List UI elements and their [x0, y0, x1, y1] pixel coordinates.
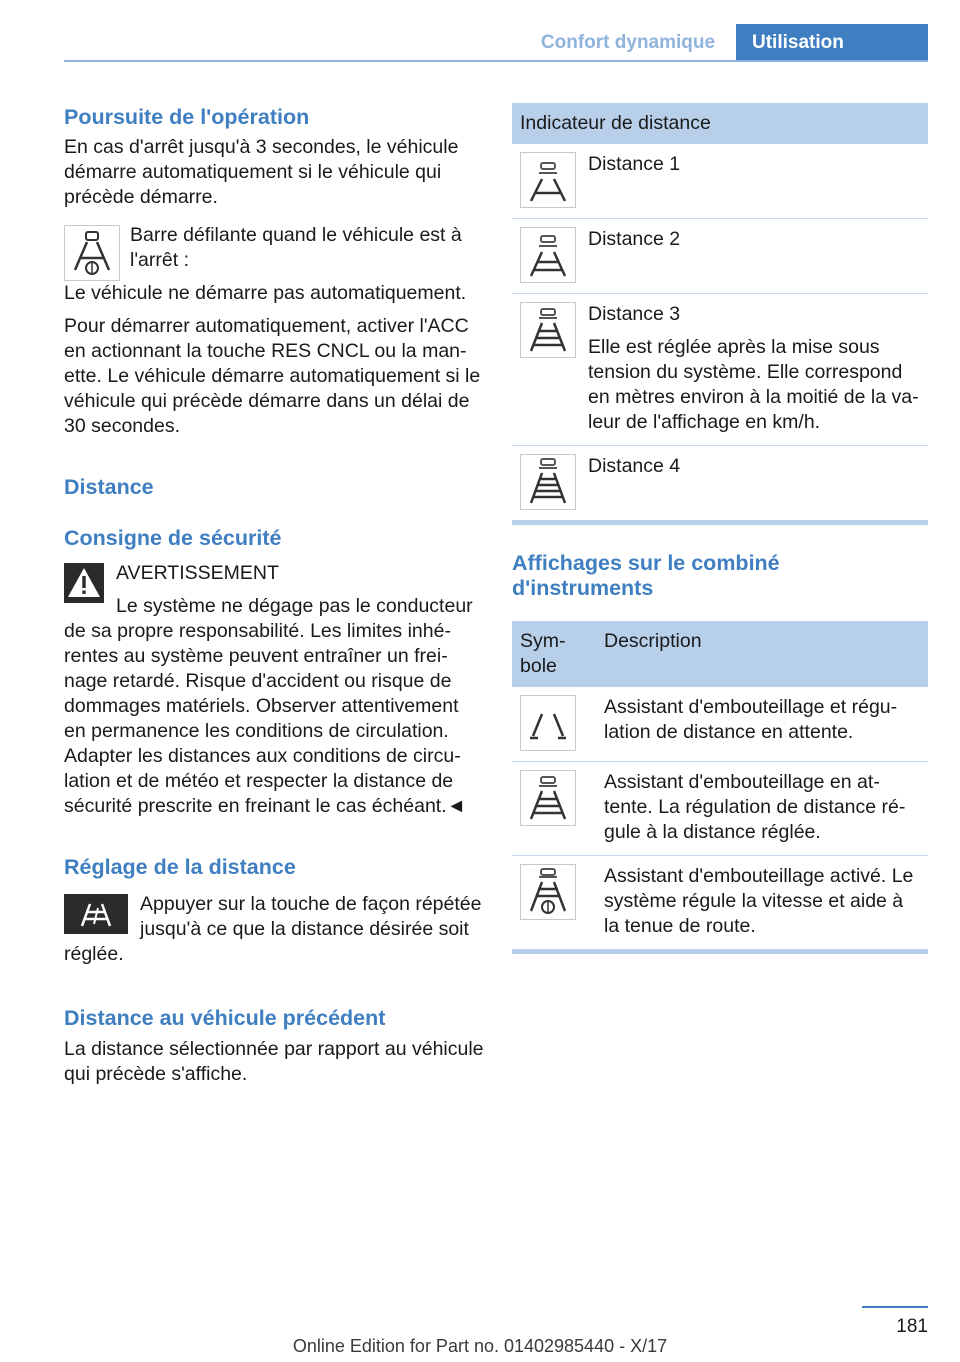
heading-combine: Affichages sur le combiné d'instruments: [512, 551, 780, 600]
distance-2-icon: [520, 227, 576, 283]
warning-label: AVERTISSEMENT: [116, 562, 279, 584]
footer-rule: [862, 1306, 928, 1308]
col-description-header: Description: [596, 621, 928, 687]
distance-1-label: Distance 1: [588, 153, 681, 175]
table-row: [512, 856, 928, 950]
table-row: [512, 762, 928, 856]
right-column: [512, 103, 928, 954]
standby-icon: [520, 695, 576, 751]
distance-1-icon: [520, 152, 576, 208]
distance-4-icon: [520, 454, 576, 510]
distance-4-label: Distance 4: [588, 455, 681, 477]
standby-desc: Assistant d'embouteillage et régulation de distance en attente.: [604, 696, 898, 743]
chapter-tab: Utilisation: [736, 24, 928, 62]
warning-block: [64, 561, 484, 819]
reglage-block: [64, 892, 484, 967]
instrument-cluster-table: [512, 621, 928, 954]
assistant-standby-icon: [520, 770, 576, 826]
distance-2-label: Distance 2: [588, 228, 681, 250]
col-symbol-header: Symbole: [512, 621, 596, 687]
scrolling-bar-block: [64, 223, 484, 306]
section-tab: Confort dynamique: [540, 32, 716, 53]
distance-table-header: Indicateur de distance: [512, 103, 928, 144]
distance-3-note: Elle est réglée après la mise sous tension du système. Elle correspond en mètres environ à la moitié de la valeur de l'affichage en km/h.: [588, 336, 919, 433]
footer-edition: Online Edition for Part no. 01402985440 - X/17: [292, 1336, 668, 1356]
assistant-active-icon: [520, 864, 576, 920]
assistant-active-desc: Assistant d'embouteillage activé. Le système régule la vitesse et aide à la tenue de route.: [604, 865, 914, 937]
header-rule: [64, 60, 928, 62]
reglage-text: Appuyer sur la touche de façon répétée jusqu'à ce que la distance désirée soit réglée.: [64, 893, 482, 965]
distance-3-icon: [520, 302, 576, 358]
table-row: [512, 294, 928, 446]
paragraph-no-auto-start: Le véhicule ne démarre pas automatiquement.: [64, 282, 467, 304]
paragraph-stop-go: En cas d'arrêt jusqu'à 3 secondes, le véhicule démarre automatiquement si le véhicule qui précède démarre.: [64, 136, 459, 208]
distance-3-label: Distance 3: [588, 303, 681, 325]
precedent-text: La distance sélectionnée par rapport au véhicule qui précède s'affiche.: [64, 1038, 484, 1085]
stop-go-icon: [64, 225, 120, 281]
warning-text: Le système ne dégage pas le conducteur de sa propre responsabilité. Les limites inhérentes au système peuvent entraîner un freinage retardé. Risque d'accident ou risque de dommages matériels. Observer attentivement en permanence les conditions de circulation. Adapter les distances aux conditions de circulation et de météo et respecter la distance de sécurité prescrite en freinant le cas échéant.◄: [64, 595, 473, 817]
paragraph-activate-acc: Pour démarrer automatiquement, activer l'ACC en actionnant la touche RES CNCL ou la manette. Le véhicule démarre automatiquement si le véhicule qui précède démarre dans un délai de 30 secondes.: [64, 315, 481, 437]
table-row: [512, 687, 928, 762]
heading-reglage: Réglage de la distance: [64, 855, 296, 879]
table-row: [512, 219, 928, 294]
heading-precedent: Distance au véhicule précédent: [64, 1006, 386, 1030]
left-column: [64, 100, 484, 1087]
table-row: [512, 446, 928, 521]
assistant-standby-desc: Assistant d'embouteillage en attente. La régulation de distance régule à la distance réglée.: [604, 771, 906, 843]
heading-safety: Consigne de sécurité: [64, 526, 282, 550]
table-end-rule: [512, 949, 928, 954]
paragraph-scrolling-bar: Barre défilante quand le véhicule est à l'arrêt :: [130, 224, 462, 271]
warning-icon: [64, 563, 104, 603]
heading-distance: Distance: [64, 475, 154, 499]
distance-button-icon: [64, 894, 128, 934]
table-row: [512, 144, 928, 219]
page-number: 181: [896, 1316, 928, 1337]
distance-indicator-table: [512, 103, 928, 525]
heading-poursuite: Poursuite de l'opération: [64, 105, 310, 129]
table-end-rule: [512, 520, 928, 525]
page-header: [0, 0, 960, 64]
